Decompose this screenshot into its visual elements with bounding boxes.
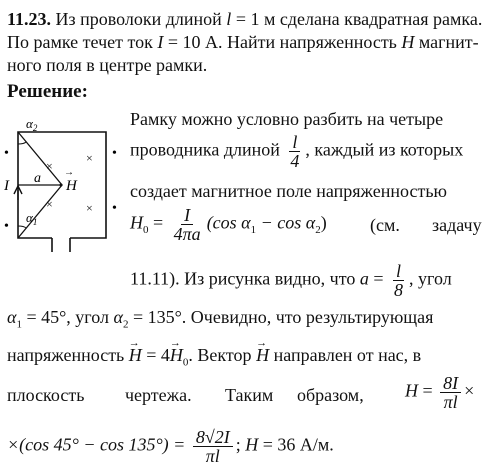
solution-line-5 xyxy=(130,262,452,299)
solution-heading: Решение: xyxy=(7,81,88,102)
frame-leads xyxy=(52,238,70,252)
fraction-numerator: 8I xyxy=(440,374,461,393)
fraction-numerator: 8√2I xyxy=(193,428,233,447)
formula-text: ; xyxy=(235,434,246,455)
cross-mark: × xyxy=(86,151,93,165)
formula-text: × xyxy=(464,380,475,401)
var-H: H xyxy=(401,32,415,52)
solution-line-9 xyxy=(7,428,334,465)
formula-subscript: 1 xyxy=(250,224,257,237)
cross-mark: × xyxy=(86,201,93,215)
problem-text: Из проволоки длиной xyxy=(55,9,222,29)
solution-text: создает магнитное поле напряженностью xyxy=(130,181,447,201)
alpha1-arc xyxy=(18,226,26,228)
formula-text: = xyxy=(148,212,168,233)
formula-subscript: 1 xyxy=(16,318,22,331)
solution-text: . Вектор xyxy=(188,345,252,365)
formula-text: = xyxy=(368,268,389,289)
fraction-numerator: l xyxy=(289,133,300,152)
problem-text: = 1 м сделана квадратная рамка. xyxy=(231,9,483,29)
solution-text: чертежа. xyxy=(125,385,192,405)
vector-H0: → H xyxy=(170,344,183,366)
formula-symbol: H xyxy=(130,212,143,233)
center-point xyxy=(60,184,63,187)
fraction-I-over-4pia xyxy=(171,206,204,243)
solution-text: = 135°. Очевидно, что результирующая xyxy=(128,307,434,327)
fraction-numerator: l xyxy=(393,262,404,281)
formula-symbol: H xyxy=(405,380,418,401)
formula-symbol: α xyxy=(113,307,123,327)
formula-text: ×(cos 45° − cos 135°) = xyxy=(7,434,190,455)
H-vector-arrow: → xyxy=(64,167,74,178)
fraction-l-over-8 xyxy=(391,262,406,299)
solution-text: напряженность xyxy=(7,345,125,365)
reference-see: (см. xyxy=(370,215,400,235)
fraction-denominator: 4 xyxy=(290,151,300,171)
formula-text: = 4 xyxy=(141,345,170,365)
problem-text: = 10 А. Найти напряженность xyxy=(163,32,397,52)
vector-H: → H xyxy=(256,344,269,366)
solution-line-3 xyxy=(130,180,447,202)
I-label: I xyxy=(4,178,9,194)
solution-line-1 xyxy=(130,108,443,130)
solution-line-2 xyxy=(130,133,463,170)
alpha2-arc xyxy=(18,142,26,144)
problem-text: По рамке течет ток xyxy=(7,32,153,52)
problem-number: 11.23. xyxy=(7,9,52,29)
fraction-denominator: 4πa xyxy=(173,224,201,244)
solution-text: 11.11). Из рисунка видно, что xyxy=(130,268,356,289)
formula-text: = xyxy=(418,380,438,401)
formula-text: (cos α xyxy=(206,212,251,233)
fraction-denominator: πl xyxy=(205,446,220,466)
problem-line-3 xyxy=(7,54,207,76)
solution-text: , каждый из которых xyxy=(305,139,464,160)
fraction-8root2I-over-pil xyxy=(193,428,233,465)
dot-mark: • xyxy=(112,201,117,216)
formula-subscript: 0 xyxy=(182,356,189,369)
solution-text: образом, xyxy=(297,385,364,405)
formula-text: ) xyxy=(320,212,327,233)
problem-text: магнит- xyxy=(418,32,479,52)
formula-symbol: a xyxy=(359,268,369,289)
alpha2-label: $\alpha_2$ xyxy=(26,116,38,133)
formula-subscript: 2 xyxy=(122,318,129,331)
problem-line-1 xyxy=(7,8,482,30)
solution-line-7 xyxy=(7,344,422,369)
cross-mark: × xyxy=(46,159,53,173)
dot-mark: • xyxy=(4,146,9,161)
alpha1-label: $\alpha_1$ xyxy=(26,210,38,227)
formula-symbol: H xyxy=(245,434,259,455)
fraction-l-over-4 xyxy=(287,133,302,170)
var-I: I xyxy=(157,32,164,52)
formula-H-final xyxy=(405,374,474,411)
dot-mark: • xyxy=(112,146,117,161)
fraction-denominator: πl xyxy=(443,392,458,412)
vector-H: → H xyxy=(129,344,142,366)
solution-text: Таким xyxy=(225,385,274,405)
formula-H0 xyxy=(130,206,327,243)
formula-text: − cos α xyxy=(256,212,316,233)
solution-text: проводника длиной xyxy=(130,139,280,160)
formula-subscript: 2 xyxy=(315,224,321,237)
formula-subscript: 0 xyxy=(143,224,149,237)
formula-text: = 36 А/м. xyxy=(258,434,334,455)
solution-line-6 xyxy=(7,306,434,331)
formula-symbol: α xyxy=(7,307,17,327)
problem-text: ного поля в центре рамки. xyxy=(7,55,208,75)
H-label: H xyxy=(66,178,77,194)
solution-text: = 45°, угол xyxy=(21,307,109,327)
fraction-numerator: I xyxy=(181,206,193,225)
cross-mark: × xyxy=(46,197,53,211)
solution-text: плоскость xyxy=(7,385,85,405)
reference-task: задачу xyxy=(432,215,482,235)
var-l: l xyxy=(226,9,232,29)
frame-diagram xyxy=(4,112,120,258)
solution-text: , угол xyxy=(409,268,452,289)
solution-text: направлен от нас, в xyxy=(273,345,422,365)
dot-mark: • xyxy=(4,219,9,234)
fraction-8I-over-pil xyxy=(440,374,461,411)
a-label: a xyxy=(34,171,41,186)
fraction-denominator: 8 xyxy=(394,280,404,300)
solution-text: Рамку можно условно разбить на четыре xyxy=(130,109,444,129)
problem-line-2 xyxy=(7,31,479,53)
